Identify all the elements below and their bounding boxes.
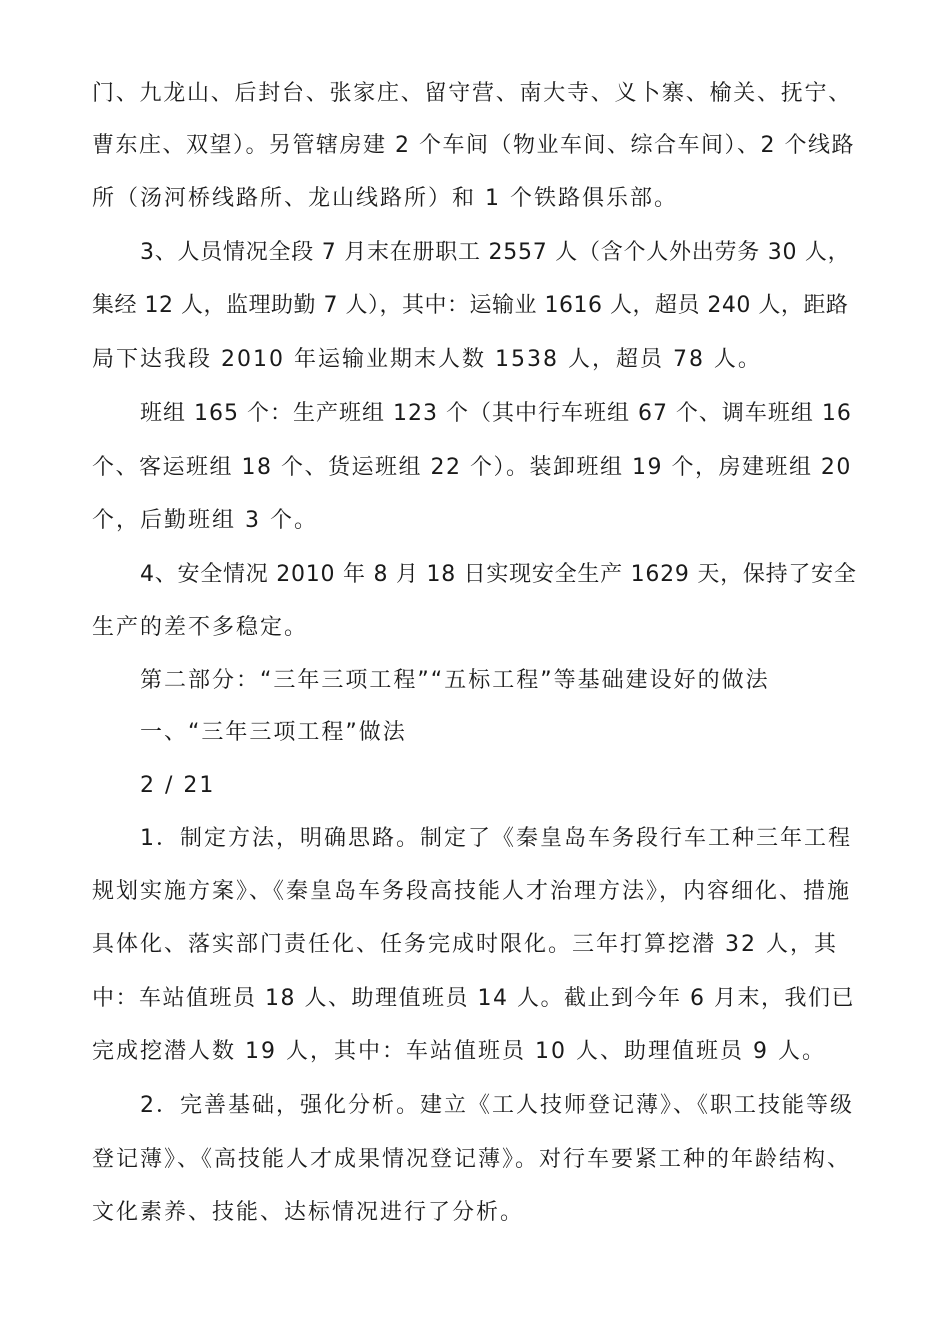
- subsection-heading: 一、“三年三项工程”做法: [140, 720, 407, 745]
- section-heading: 第二部分：“三年三项工程”“五标工程”等基础建设好的做法: [140, 668, 770, 693]
- paragraph-method: 1．制定方法，明确思路。制定了《秦皇岛车务段行车工种三年工程: [140, 826, 852, 851]
- paragraph-safety: 4、安全情况 2010 年 8 月 18 日实现安全生产 1629 天，保持了安全: [140, 562, 857, 587]
- text-line: 曹东庄、双望）。另管辖房建 2 个车间（物业车间、综合车间）、2 个线路: [92, 133, 855, 158]
- text-line: 集经 12 人，监理助勤 7 人），其中：运输业 1616 人，超员 240 人，距路: [92, 293, 849, 318]
- page-number: 2 / 21: [140, 773, 216, 798]
- paragraph-staffing: 3、人员情况全段 7 月末在册职工 2557 人（含个人外出劳务 30 人，: [140, 240, 851, 265]
- text-line: 门、九龙山、后封台、张家庄、留守营、南大寺、义卜寨、榆关、抚宁、: [92, 81, 853, 106]
- paragraph-foundation: 2．完善基础，强化分析。建立《工人技师登记薄》、《职工技能等级: [140, 1093, 854, 1118]
- text-line: 完成挖潜人数 19 人，其中：车站值班员 10 人、助理值班员 9 人。: [92, 1039, 826, 1064]
- text-line: 个，后勤班组 3 个。: [92, 508, 318, 533]
- paragraph-teams: 班组 165 个：生产班组 123 个（其中行车班组 67 个、调车班组 16: [140, 401, 852, 426]
- text-line: 具体化、落实部门责任化、任务完成时限化。三年打算挖潜 32 人，其: [92, 932, 838, 957]
- text-line: 局下达我段 2010 年运输业期末人数 1538 人，超员 78 人。: [92, 347, 762, 372]
- text-line: 生产的差不多稳定。: [92, 615, 309, 640]
- text-line: 文化素养、技能、达标情况进行了分析。: [92, 1200, 525, 1225]
- text-line: 中：车站值班员 18 人、助理值班员 14 人。截止到今年 6 月末，我们已: [92, 986, 855, 1011]
- text-line: 登记薄》、《高技能人才成果情况登记薄》。对行车要紧工种的年龄结构、: [92, 1147, 852, 1172]
- text-line: 个、客运班组 18 个、货运班组 22 个）。装卸班组 19 个，房建班组 20: [92, 455, 852, 480]
- text-line: 规划实施方案》、《秦皇岛车务段高技能人才治理方法》，内容细化、措施: [92, 879, 852, 904]
- text-line: 所（汤河桥线路所、龙山线路所）和 1 个铁路俱乐部。: [92, 186, 678, 211]
